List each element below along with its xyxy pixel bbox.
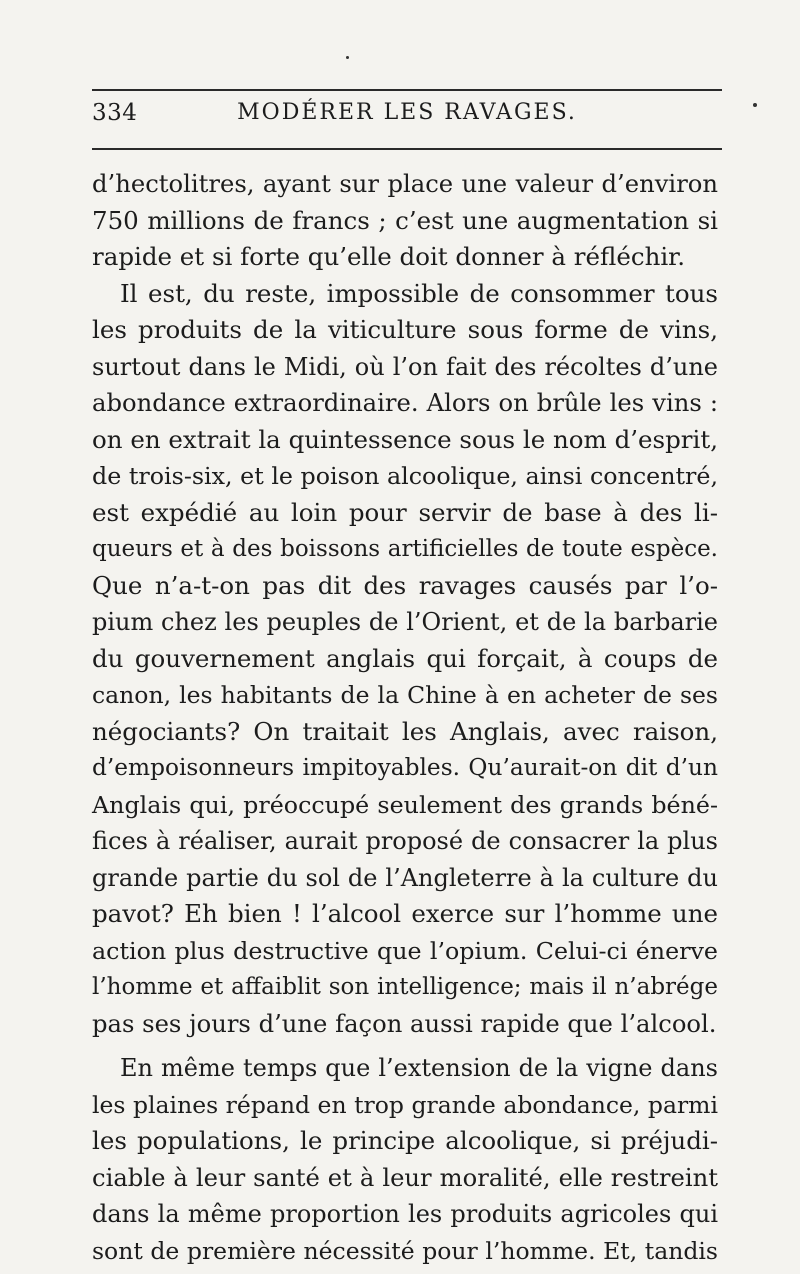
text-line: l’homme et affaiblit son intelligence; mais il n’abrége xyxy=(92,974,718,1000)
text-line: dans la même proportion les produits agricoles qui xyxy=(92,1200,718,1228)
text-line: queurs et à des boissons artificielles de toute espèce. xyxy=(92,536,718,562)
text-line: d’empoisonneurs impitoyables. Qu’aurait-on dit d’un xyxy=(92,754,718,781)
text-line: est expédié au loin pour servir de base à des li- xyxy=(92,497,718,527)
text-line: les plaines répand en trop grande abondance, parmi xyxy=(92,1090,718,1119)
text-line: d’hectolitres, ayant sur place une valeur d’environ xyxy=(92,169,718,198)
text-line: sont de première nécessité pour l’homme. Et, tandis xyxy=(92,1236,718,1265)
text-line: ciable à leur santé et à leur moralité, elle restreint xyxy=(92,1162,718,1192)
text-line: pium chez les peuples de l’Orient, et de la barbarie xyxy=(92,608,718,636)
text-line: Il est, du reste, impossible de consommer tous xyxy=(120,278,718,308)
running-title: MODÉRER LES RAVAGES. xyxy=(237,100,577,125)
text-line: pavot? Eh bien ! l’alcool exerce sur l’homme une xyxy=(92,899,718,928)
text-line: pas ses jours d’une façon aussi rapide que l’alcool. xyxy=(92,1008,717,1038)
text-line: de trois-six, et le poison alcoolique, ainsi concentré, xyxy=(92,462,718,490)
text-line: action plus destructive que l’opium. Celui-ci énerve xyxy=(92,936,718,965)
body-text xyxy=(92,166,718,1269)
text-line: fices à réaliser, aurait proposé de consacrer la plus xyxy=(92,827,718,855)
text-line: Anglais qui, préoccupé seulement des grands béné- xyxy=(92,790,718,819)
text-line: En même temps que l’extension de la vigne dans xyxy=(120,1054,718,1082)
text-line: les produits de la viticulture sous forme de vins, xyxy=(92,315,718,344)
header-rule-bottom xyxy=(92,148,722,150)
page-number: 334 xyxy=(92,100,138,126)
ink-speck-top xyxy=(346,56,349,59)
text-line: 750 millions de francs ; c’est une augmentation si xyxy=(92,205,718,235)
text-line: grande partie du sol de l’Angleterre à la culture du xyxy=(92,863,718,892)
text-line: on en extrait la quintessence sous le nom d’esprit, xyxy=(92,424,718,454)
text-line: Que n’a-t-on pas dit des ravages causés par l’o- xyxy=(92,570,718,600)
text-line: surtout dans le Midi, où l’on fait des récoltes d’une xyxy=(92,352,718,381)
text-line: les populations, le principe alcoolique, si préjudi- xyxy=(92,1126,718,1155)
ink-speck-right xyxy=(753,103,757,107)
paragraph-gap xyxy=(92,1042,718,1050)
page-header xyxy=(92,100,722,136)
text-line: canon, les habitants de la Chine à en acheter de ses xyxy=(92,681,718,709)
text-line: rapide et si forte qu’elle doit donner à réfléchir. xyxy=(92,242,685,271)
header-rule-top xyxy=(92,89,722,91)
text-line: négociants? On traitait les Anglais, avec raison, xyxy=(92,716,718,746)
text-line: du gouvernement anglais qui forçait, à coups de xyxy=(92,643,718,673)
text-line: abondance extraordinaire. Alors on brûle les vins : xyxy=(92,388,718,417)
